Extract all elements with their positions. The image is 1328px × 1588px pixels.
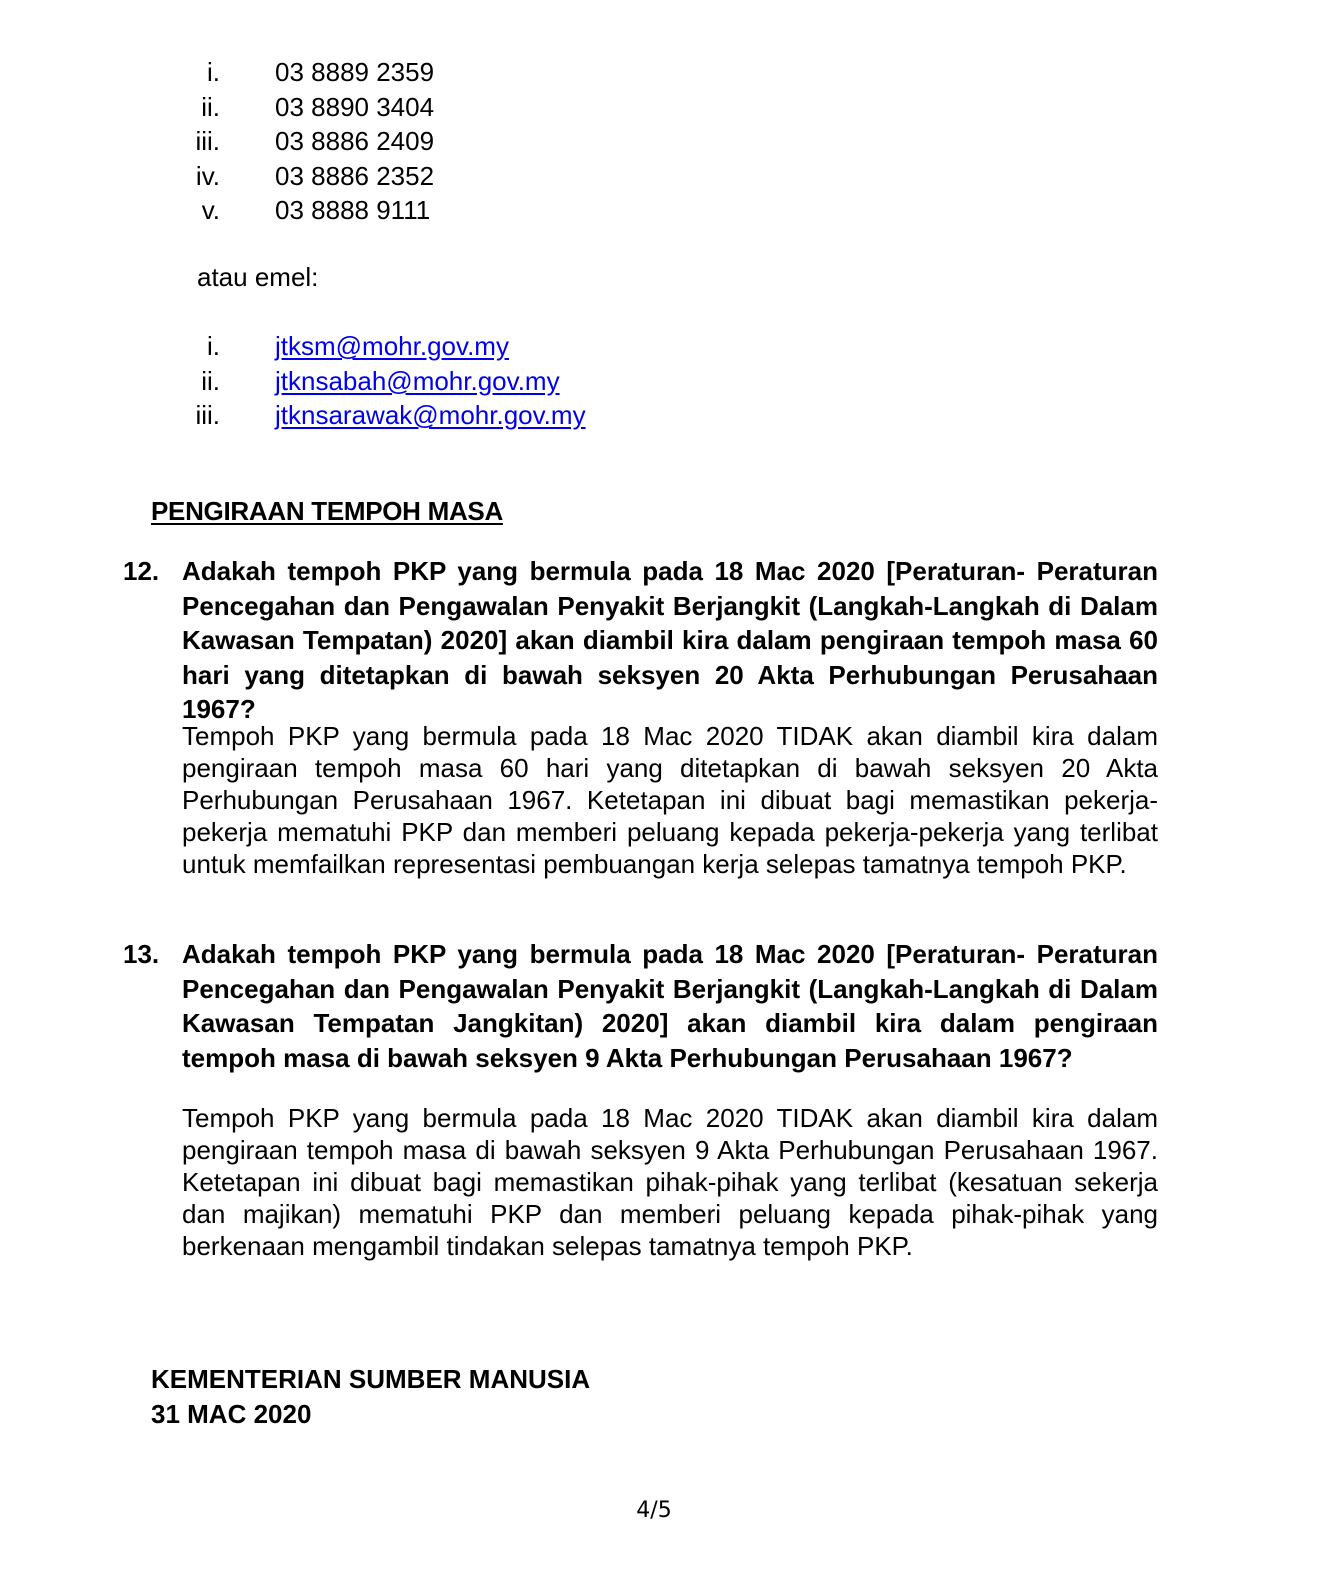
list-marker: ii. xyxy=(201,365,220,396)
signature-block xyxy=(151,1362,590,1432)
phone-number: 03 8886 2352 xyxy=(275,160,435,191)
phone-number: 03 8886 2409 xyxy=(275,126,435,156)
email-link-jtknsarawak[interactable]: jtknsarawak@mohr.gov.my xyxy=(275,400,586,430)
list-item xyxy=(150,193,850,228)
section-title: PENGIRAAN TEMPOH MASA xyxy=(151,496,503,526)
email-list xyxy=(150,329,850,433)
list-item xyxy=(150,55,850,90)
email-link-jtksm[interactable]: jtksm@mohr.gov.my xyxy=(275,331,509,361)
list-marker: v. xyxy=(201,195,220,225)
list-item xyxy=(150,329,850,364)
ministry-name: KEMENTERIAN SUMBER MANUSIA xyxy=(151,1364,591,1394)
answer-text: Tempoh PKP yang bermula pada 18 Mac 2020 TIDAK akan diambil kira dalam pengiraan tempoh masa 60 hari yang ditetapkan di bawah seksyen 20 Akta Perhubungan Perusahaan 1967. Ketetapan ini dibuat bagi memastikan pekerja-pekerja mematuhi PKP dan memberi peluang kepada pekerja-pekerja yang terlibat untuk memfailkan representasi pembuangan kerja selepas tamatnya tempoh PKP. xyxy=(182,721,1158,879)
question-number: 13. xyxy=(123,939,160,969)
list-marker: iii. xyxy=(195,126,220,156)
answer-text: Tempoh PKP yang bermula pada 18 Mac 2020 TIDAK akan diambil kira dalam pengiraan tempoh masa di bawah seksyen 9 Akta Perhubungan Perusahaan 1967. Ketetapan ini dibuat bagi memastikan pihak-pihak yang terlibat (kesatuan sekerja dan majikan) mematuhi PKP dan memberi peluang kepada pihak-pihak yang berkenaan mengambil tindakan selepas tamatnya tempoh PKP. xyxy=(182,1103,1158,1261)
phone-list xyxy=(150,55,850,228)
list-item xyxy=(150,90,850,125)
list-item xyxy=(150,159,850,194)
list-marker: iii. xyxy=(195,400,220,430)
list-marker: i. xyxy=(207,57,220,87)
question-text: Adakah tempoh PKP yang bermula pada 18 Mac 2020 [Peraturan- Peraturan Pencegahan dan Pengawalan Penyakit Berjangkit (Langkah-Langkah di Dalam Kawasan Tempatan) 2020] akan diambil kira dalam pengiraan tempoh masa 60 hari yang ditetapkan di bawah seksyen 20 Akta Perhubungan Perusahaan 1967? xyxy=(182,556,1158,724)
list-item xyxy=(150,398,850,433)
page-number: 4/5 xyxy=(636,1498,672,1523)
phone-number: 03 8888 9111 xyxy=(275,195,431,225)
email-intro: atau emel: xyxy=(197,262,319,292)
list-marker: iv. xyxy=(195,160,220,191)
question-text: Adakah tempoh PKP yang bermula pada 18 Mac 2020 [Peraturan- Peraturan Pencegahan dan Pengawalan Penyakit Berjangkit (Langkah-Langkah di Dalam Kawasan Tempatan Jangkitan) 2020] akan diambil kira dalam pengiraan tempoh masa di bawah seksyen 9 Akta Perhubungan Perusahaan 1967? xyxy=(182,939,1158,1073)
question-number: 12. xyxy=(123,556,160,586)
list-marker: ii. xyxy=(201,91,220,122)
document-date: 31 MAC 2020 xyxy=(151,1399,312,1429)
list-marker: i. xyxy=(207,331,220,361)
phone-number: 03 8890 3404 xyxy=(275,91,435,122)
list-item xyxy=(150,124,850,159)
email-link-jtknsabah[interactable]: jtknsabah@mohr.gov.my xyxy=(275,365,560,396)
list-item xyxy=(150,364,850,399)
phone-number: 03 8889 2359 xyxy=(275,57,435,87)
